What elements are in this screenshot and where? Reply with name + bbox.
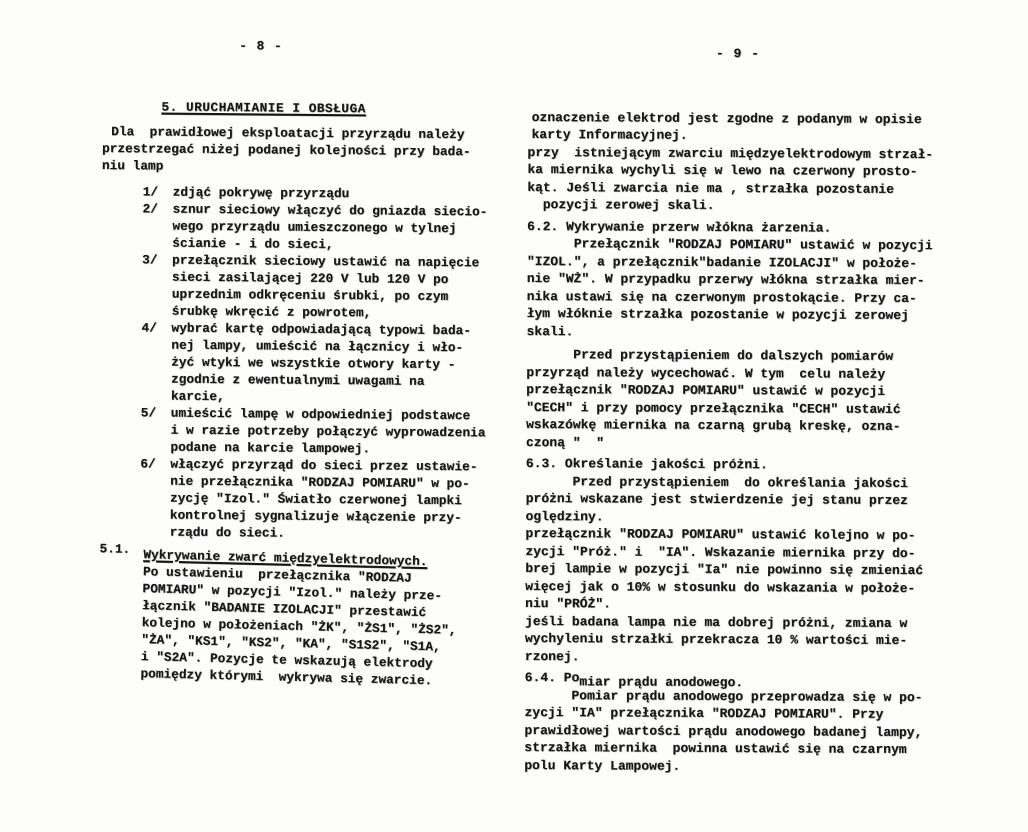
step-number: 2/ bbox=[142, 201, 158, 217]
step-number: 5/ bbox=[140, 405, 157, 421]
section-6-2-heading: 6.2. Wykrywanie przerw włókna żarzenia. bbox=[527, 218, 832, 236]
text-line: karcie, bbox=[170, 388, 225, 405]
text-line: karty Informacyjnej. bbox=[531, 127, 688, 143]
text-line: przyrząd należy wycechować. W tym celu należy bbox=[526, 364, 886, 382]
text-line: Dla prawidłowej eksploatacji przyrządu należy bbox=[111, 124, 465, 143]
text-line: przestrzegać niżej podanej kolejności przy bada- bbox=[101, 141, 471, 160]
page-number: - 9 - bbox=[715, 45, 760, 62]
text-line: jeśli badana lampa nie ma dobrej próżni, zmiana w bbox=[524, 613, 908, 631]
section-6-2-body bbox=[526, 235, 975, 342]
text-line: śrubkę wkręcić z powrotem, bbox=[171, 303, 372, 321]
steps-list bbox=[96, 183, 527, 544]
text-line: niu "PRÓŻ". bbox=[525, 595, 611, 612]
section-5-1 bbox=[92, 541, 523, 691]
section-6-4-heading-prefix: 6.4. Po bbox=[524, 669, 580, 686]
text-line: skali. bbox=[526, 323, 574, 339]
text-line: zycję "Izol." Światło czerwonej lampki bbox=[169, 490, 462, 509]
text-line: pozycji zerowej skali. bbox=[527, 196, 715, 213]
text-line: nika ustawi się na czerwonym prostokącie. Przy ca- bbox=[526, 288, 917, 306]
text-line: żyć wtyki we wszystkie otwory karty - bbox=[171, 354, 456, 373]
text-line: brej lampie w pozycji "Ia" nie powinno się zmieniać bbox=[525, 560, 924, 579]
text-line: nie przełącznika "RODZAJ POMIARU" w po- bbox=[170, 473, 470, 492]
text-line: zdjąć pokrywę przyrządu bbox=[172, 184, 350, 202]
text-line: uprzednim odkręceniu śrubki, po czym bbox=[171, 286, 449, 305]
text-line: nej lampy, umieścić na łącznicy i wło- bbox=[171, 337, 464, 356]
text-line: zgodnie z ewentualnymi uwagami na bbox=[170, 371, 425, 389]
step-item bbox=[97, 319, 526, 408]
page-9 bbox=[524, 44, 976, 776]
text-line: kąt. Jeśli zwarcia nie ma , strzałka pozostanie bbox=[527, 179, 894, 197]
text-line: "ŻA", "KS1", "KS2", "KA", "S1S2", "S1A, bbox=[141, 632, 441, 655]
text-line: podane na karcie lampowej. bbox=[170, 439, 371, 457]
text-line: ka miernika wychyli się w lewo na czerwony prosto- bbox=[527, 161, 918, 180]
page-8 bbox=[94, 36, 528, 689]
text-line: oznaczenie elektrod jest zgodne z podanym w opisie bbox=[531, 109, 922, 127]
text-line: wskazówkę miernika na czarną grubą kreskę, ozna- bbox=[525, 416, 901, 434]
text-line: łym włóknie strzałka pozostanie w pozycji zerowej bbox=[526, 305, 909, 323]
text-line: Pomiar prądu anodowego przeprowadza się w po- bbox=[524, 687, 923, 705]
step-text bbox=[170, 456, 525, 544]
step-item bbox=[96, 404, 524, 459]
section-6-4-body bbox=[524, 686, 972, 776]
text-line: Przed przystąpieniem do dalszych pomiarów bbox=[526, 346, 894, 364]
text-line: wego przyrządu umieszczonego w tylnej bbox=[172, 218, 457, 237]
text-line: POMIARU" w pozycji "Izol." należy prze- bbox=[142, 581, 443, 604]
text-line: przełącznik "RODZAJ POMIARU" ustawić kolejno w po- bbox=[525, 525, 916, 544]
text-line: kolejno w położeniach "ŻK", "ŻS1", "ŻS2", bbox=[141, 615, 457, 638]
step-text bbox=[171, 320, 526, 408]
text-line: "CECH" i przy pomocy przełącznika "CECH" ustawić bbox=[526, 399, 901, 417]
text-line: rządu do sieci. bbox=[169, 524, 285, 541]
step-number: 4/ bbox=[141, 320, 157, 336]
text-line: więcej jak o 10% w stosunku do wskazania w położe- bbox=[525, 578, 916, 596]
step-number: 1/ bbox=[142, 184, 159, 200]
text-line: pomiędzy którymi wykrywa się zwarcie. bbox=[140, 666, 433, 689]
page-number: - 8 - bbox=[239, 38, 283, 54]
section-6-4-heading bbox=[525, 669, 973, 689]
short-circuit-paragraph bbox=[527, 143, 975, 215]
section-5-heading: 5. URUCHAMIANIE I OBSŁUGA bbox=[161, 99, 366, 117]
text-line: wychyleniu strzałki przekracza 10 % wartości mie- bbox=[524, 630, 908, 648]
text-line: przełącznik sieciowy ustawić na napięcie bbox=[171, 252, 480, 271]
text-line: i "S2A". Pozycje te wskazują elektrody bbox=[140, 649, 433, 672]
text-line: rzonej. bbox=[524, 648, 580, 664]
text-line: przełącznik "RODZAJ POMIARU" ustawić w pozycji bbox=[526, 381, 886, 399]
section-6-4-heading-rest: miar prądu anodowego. bbox=[579, 674, 744, 691]
text-line: Po ustawieniu przełącznika "RODZAJ bbox=[142, 564, 412, 586]
step-text bbox=[172, 252, 527, 323]
text-line: Przed przystąpieniem do określania jakości bbox=[525, 473, 909, 491]
text-line: i w razie potrzeby połączyć wyprowadzenia bbox=[170, 422, 486, 441]
text-line: strzałka miernika powinna ustawić się na czarnym bbox=[524, 739, 907, 757]
step-item bbox=[96, 455, 525, 544]
electrode-marking-paragraph bbox=[527, 108, 975, 145]
text-line: przy istniejącym zwarciu międzyelektrodowym strzał- bbox=[527, 144, 934, 162]
text-line: łącznik "BADANIE IZOLACJI" przestawić bbox=[141, 598, 427, 621]
intro-paragraph bbox=[99, 123, 527, 178]
step-text bbox=[172, 201, 526, 255]
text-line: sznur sieciowy włączyć do gniazda siecio- bbox=[172, 201, 488, 220]
text-line: umieścić lampę w odpowiedniej podstawce bbox=[170, 405, 471, 424]
text-line: próżni wskazane jest stwierdzenie jej stanu przez bbox=[525, 490, 908, 508]
step-item bbox=[98, 251, 527, 323]
text-line: zycji "Próż." i "IA". Wskazanie miernika przy do- bbox=[525, 543, 916, 561]
text-line: prawidłowej wartości prądu anodowego badanej lampy, bbox=[524, 722, 923, 740]
section-6-3-heading: 6.3. Określanie jakości próżni. bbox=[525, 455, 768, 473]
text-line: polu Karty Lampowej. bbox=[524, 757, 681, 774]
step-number: 6/ bbox=[140, 456, 156, 472]
text-line: wybrać kartę odpowiadającą typowi bada- bbox=[171, 320, 472, 339]
section-6-3-body bbox=[525, 472, 974, 667]
text-line: nie "WŻ". W przypadku przerwy włókna strzałka mier- bbox=[526, 270, 925, 289]
text-line: "IZOL.", a przełącznik"badanie IZOLACJI" w położe- bbox=[526, 253, 917, 271]
section-5-1-body bbox=[140, 563, 523, 691]
step-item bbox=[98, 200, 526, 255]
section-5-1-number: 5.1. bbox=[99, 541, 131, 557]
text-line: włączyć przyrząd do sieci przez ustawie- bbox=[170, 456, 478, 475]
text-line: sieci zasilającej 220 V lub 120 V po bbox=[171, 269, 449, 288]
text-line: ścianie - i do sieci, bbox=[172, 235, 334, 253]
step-number: 3/ bbox=[141, 252, 158, 268]
text-line: zycji "IA" przełącznika "RODZAJ POMIARU". Przy bbox=[524, 704, 884, 722]
text-line: oględziny. bbox=[525, 508, 604, 524]
section-5-1-heading: Wykrywanie zwarć międzyelektrodowych. bbox=[143, 547, 428, 570]
text-line: Przełącznik "RODZAJ POMIARU" ustawić w pozycji bbox=[526, 235, 933, 254]
calibration-paragraph bbox=[526, 346, 975, 453]
text-line: niu lamp bbox=[101, 158, 164, 174]
step-text bbox=[170, 405, 524, 459]
text-line: kontrolnej sygnalizuje włączenie przy- bbox=[169, 507, 462, 526]
text-line: czoną " " bbox=[525, 434, 604, 450]
